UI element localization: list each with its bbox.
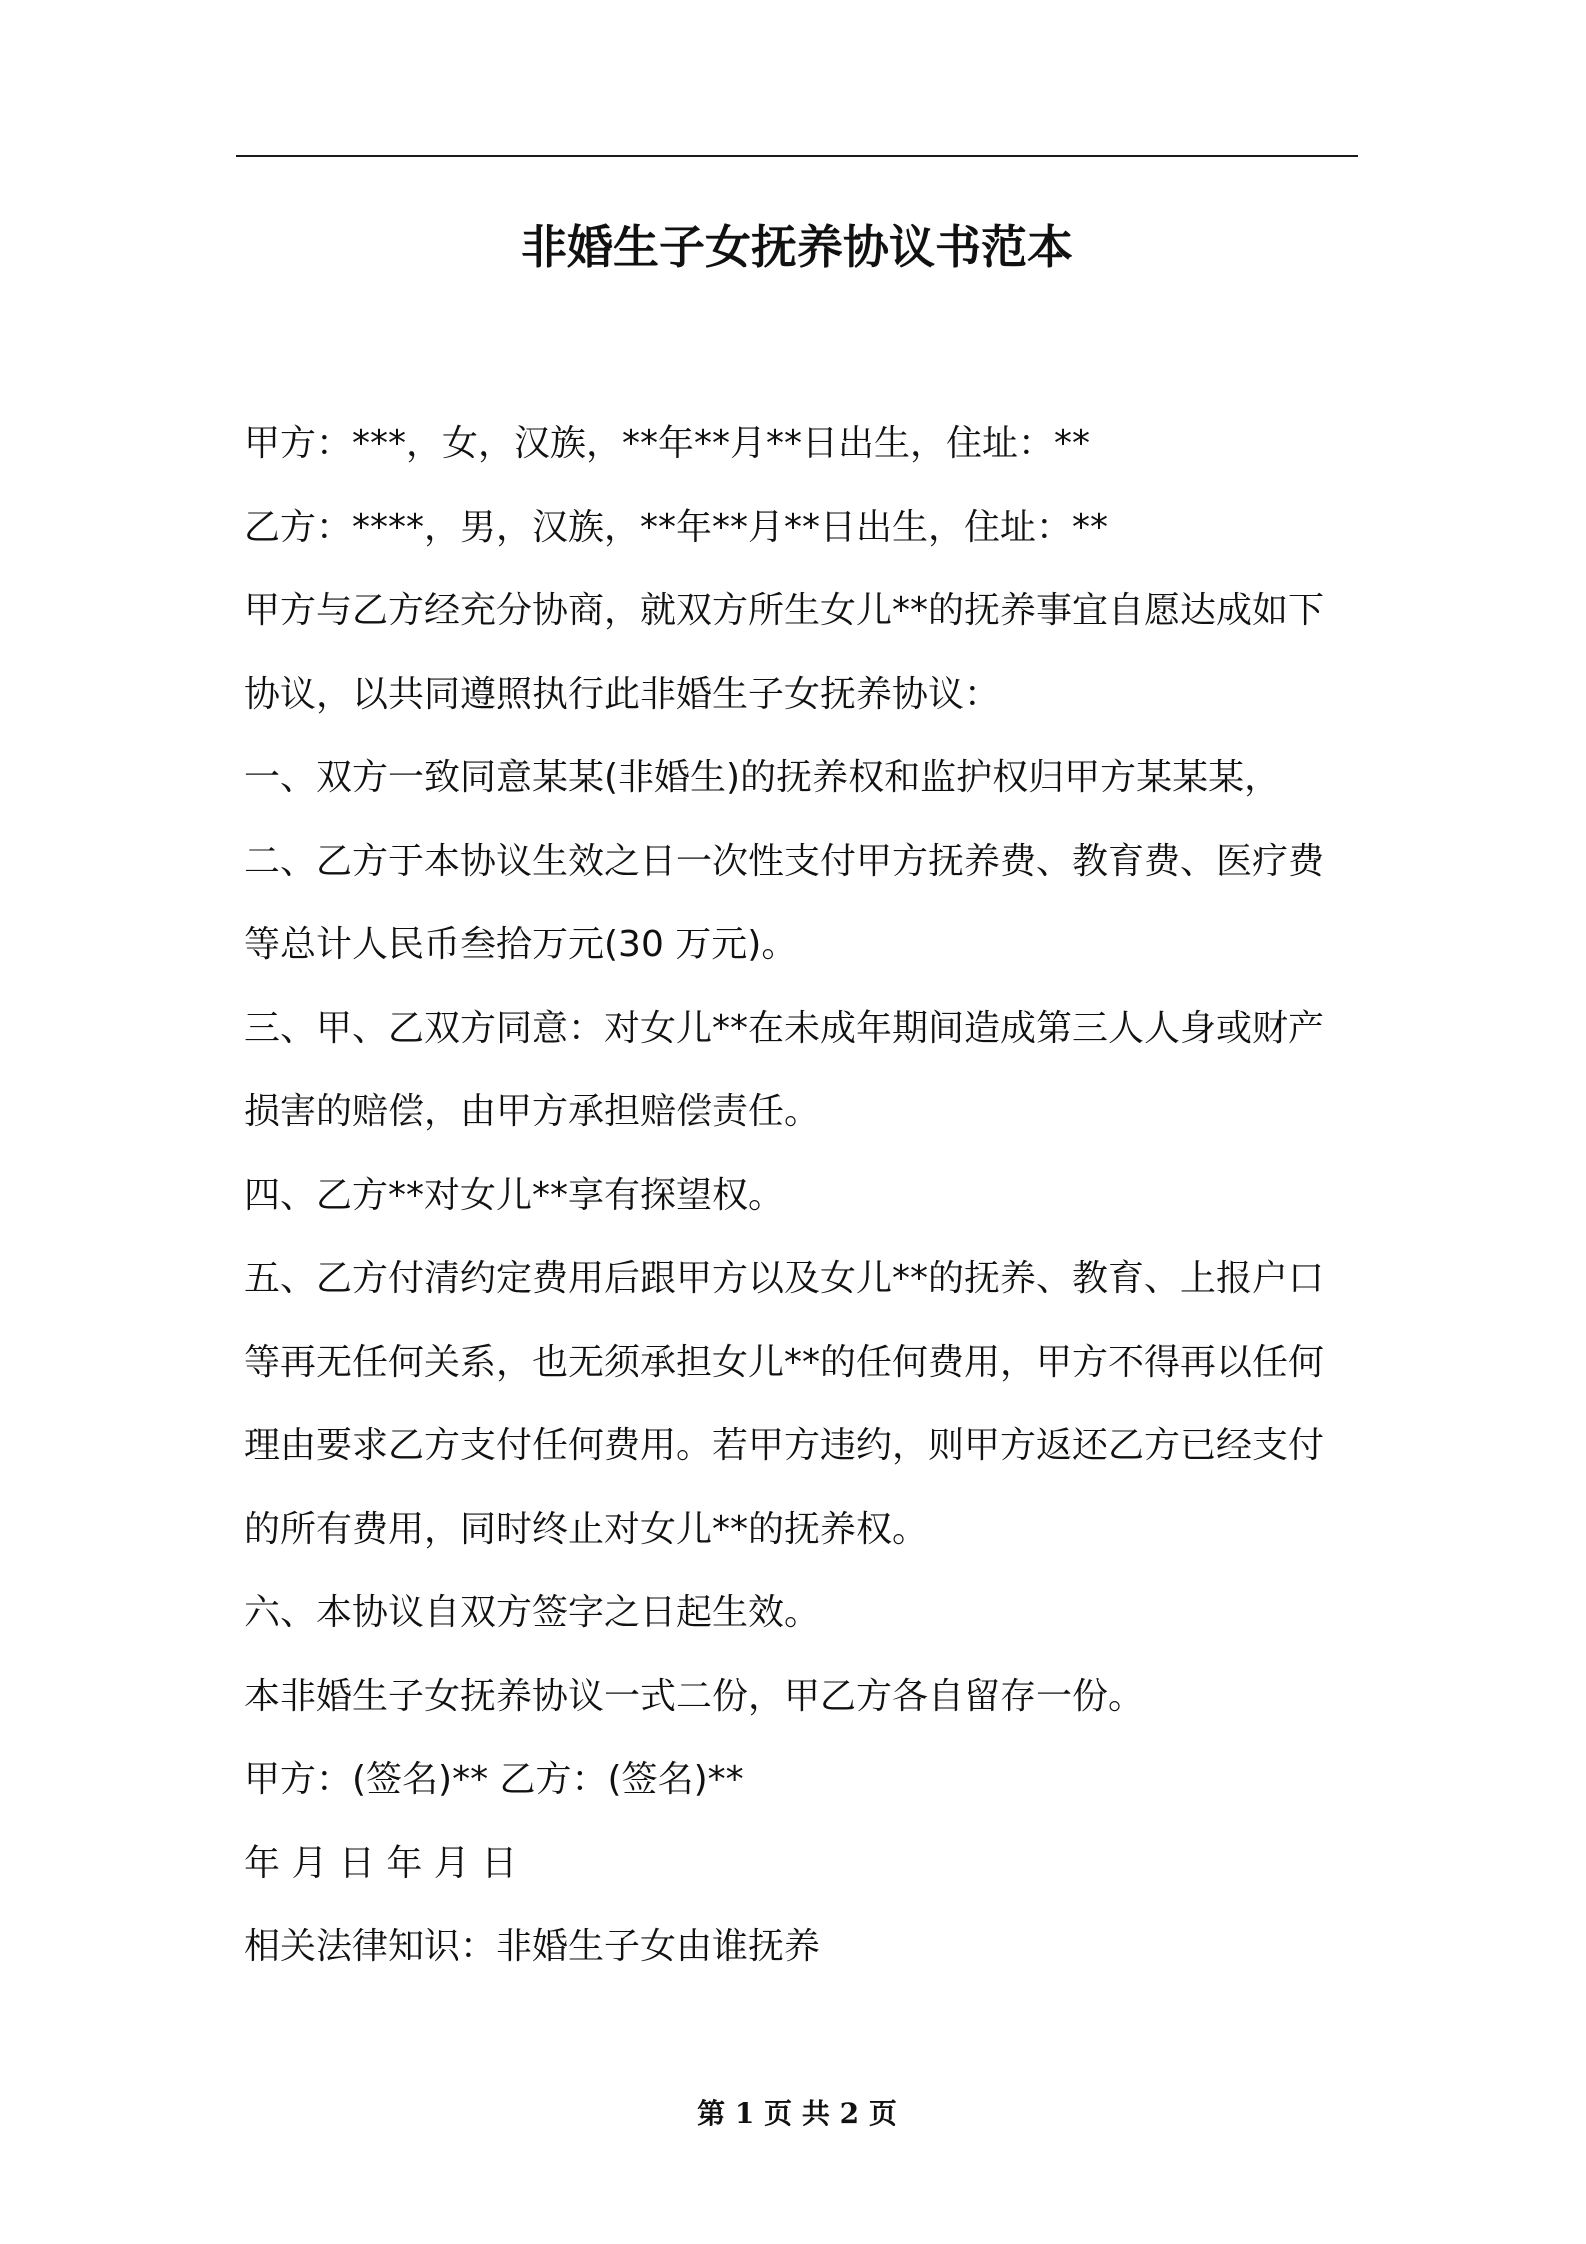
clause-5-line-2: 等再无任何关系，也无须承担女儿**的任何费用，甲方不得再以任何	[244, 1341, 1325, 1383]
clause-4: 四、乙方**对女儿**享有探望权。	[244, 1174, 785, 1216]
preamble-line-1: 甲方与乙方经充分协商，就双方所生女儿**的抚养事宜自愿达成如下	[244, 590, 1325, 631]
clause-6: 六、本协议自双方签字之日起生效。	[244, 1592, 821, 1633]
clause-5-line-4: 的所有费用，同时终止对女儿**的抚养权。	[244, 1508, 929, 1550]
clause-3-line-2: 损害的赔偿，由甲方承担赔偿责任。	[244, 1091, 821, 1132]
page-footer: 第 1 页 共 2 页	[697, 2097, 897, 2130]
clause-2-line-1: 二、乙方于本协议生效之日一次性支付甲方抚养费、教育费、医疗费	[244, 840, 1325, 882]
signature-line: 甲方：(签名)** 乙方：(签名)**	[244, 1759, 744, 1800]
date-line: 年 月 日 年 月 日	[244, 1842, 518, 1884]
clause-2-line-2: 等总计人民币叁拾万元(30 万元)。	[244, 924, 798, 965]
document-title: 非婚生子女抚养协议书范本	[521, 220, 1073, 274]
clause-5-line-3: 理由要求乙方支付任何费用。若甲方违约，则甲方返还乙方已经支付	[244, 1425, 1325, 1466]
preamble-line-2: 协议，以共同遵照执行此非婚生子女抚养协议：	[244, 673, 1001, 715]
clause-5-line-1: 五、乙方付清约定费用后跟甲方以及女儿**的抚养、教育、上报户口	[244, 1258, 1325, 1299]
clause-3-line-1: 三、甲、乙双方同意：对女儿**在未成年期间造成第三人人身或财产	[244, 1007, 1325, 1049]
party-a-info: 甲方：***，女，汉族，**年**月**日出生，住址：**	[244, 423, 1091, 464]
copies-statement: 本非婚生子女抚养协议一式二份，甲乙方各自留存一份。	[244, 1675, 1145, 1717]
document-body	[244, 402, 1354, 1989]
clause-1: 一、双方一致同意某某(非婚生)的抚养权和监护权归甲方某某某，	[244, 757, 1281, 798]
header-rule	[236, 155, 1358, 157]
related-legal-knowledge: 相关法律知识：非婚生子女由谁抚养	[244, 1926, 821, 1967]
party-b-info: 乙方：****，男，汉族，**年**月**日出生，住址：**	[244, 506, 1109, 548]
